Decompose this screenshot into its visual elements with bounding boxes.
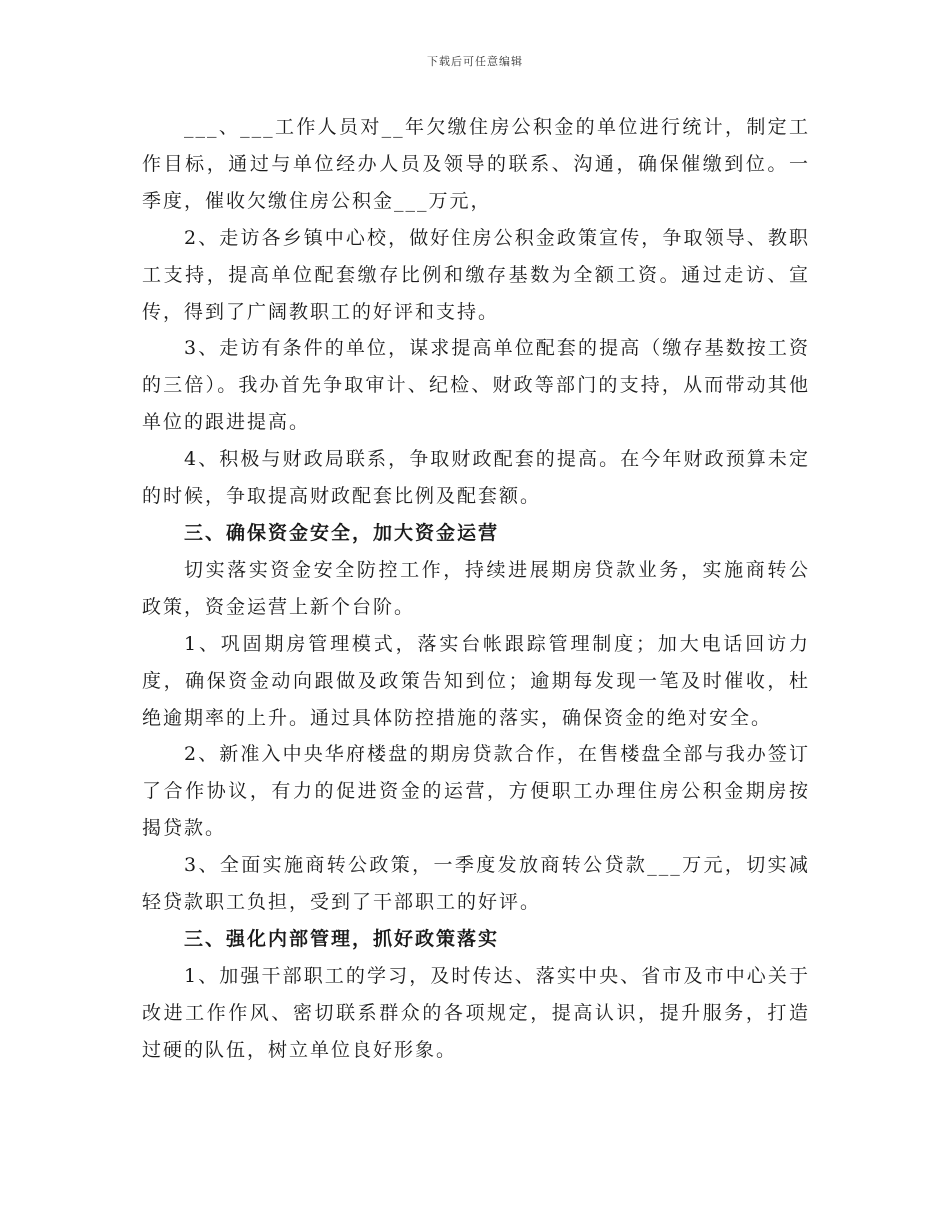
paragraph-5: 切实落实资金安全防控工作，持续进展期房贷款业务，实施商转公政策，资金运营上新个台阶。 — [142, 558, 810, 618]
paragraph-3: 3、走访有条件的单位，谋求提高单位配套的提高（缴存基数按工资的三倍）。我办首先争取审计、纪检、财政等部门的支持，从而带动其他单位的跟进提高。 — [142, 337, 810, 434]
page-header: 下载后可任意编辑 — [427, 55, 523, 68]
paragraph-6: 1、巩固期房管理模式，落实台帐跟踪管理制度；加大电话回访力度，确保资金动向跟做及政策告知到位；逾期每发现一笔及时催收，杜绝逾期率的上升。通过具体防控措施的落实，确保资金的绝对安全。 — [142, 632, 810, 729]
paragraph-2: 2、走访各乡镇中心校，做好住房公积金政策宣传，争取领导、教职工支持，提高单位配套缴存比例和缴存基数为全额工资。通过走访、宣传，得到了广阔教职工的好评和支持。 — [142, 226, 810, 323]
paragraph-9: 1、加强干部职工的学习，及时传达、落实中央、省市及市中心关于改进工作作风、密切联系群众的各项规定，提高认识，提升服务，打造过硬的队伍，树立单位良好形象。 — [142, 964, 810, 1061]
paragraph-1: ___、___工作人员对__年欠缴住房公积金的单位进行统计，制定工作目标，通过与单位经办人员及领导的联系、沟通，确保催缴到位。一季度，催收欠缴住房公积金___万元， — [142, 116, 810, 212]
section-heading-management: 三、强化内部管理，抓好政策落实 — [184, 927, 500, 950]
paragraph-8: 3、全面实施商转公政策，一季度发放商转公贷款___万元，切实减轻贷款职工负担，受到了干部职工的好评。 — [142, 854, 810, 914]
section-heading-funds: 三、确保资金安全，加大资金运营 — [184, 521, 500, 544]
document-body — [142, 109, 810, 1069]
paragraph-4: 4、积极与财政局联系，争取财政配套的提高。在今年财政预算未定的时候，争取提高财政配套比例及配套额。 — [142, 448, 810, 508]
paragraph-7: 2、新准入中央华府楼盘的期房贷款合作，在售楼盘全部与我办签订了合作协议，有力的促进资金的运营，方便职工办理住房公积金期房按揭贷款。 — [142, 743, 810, 840]
